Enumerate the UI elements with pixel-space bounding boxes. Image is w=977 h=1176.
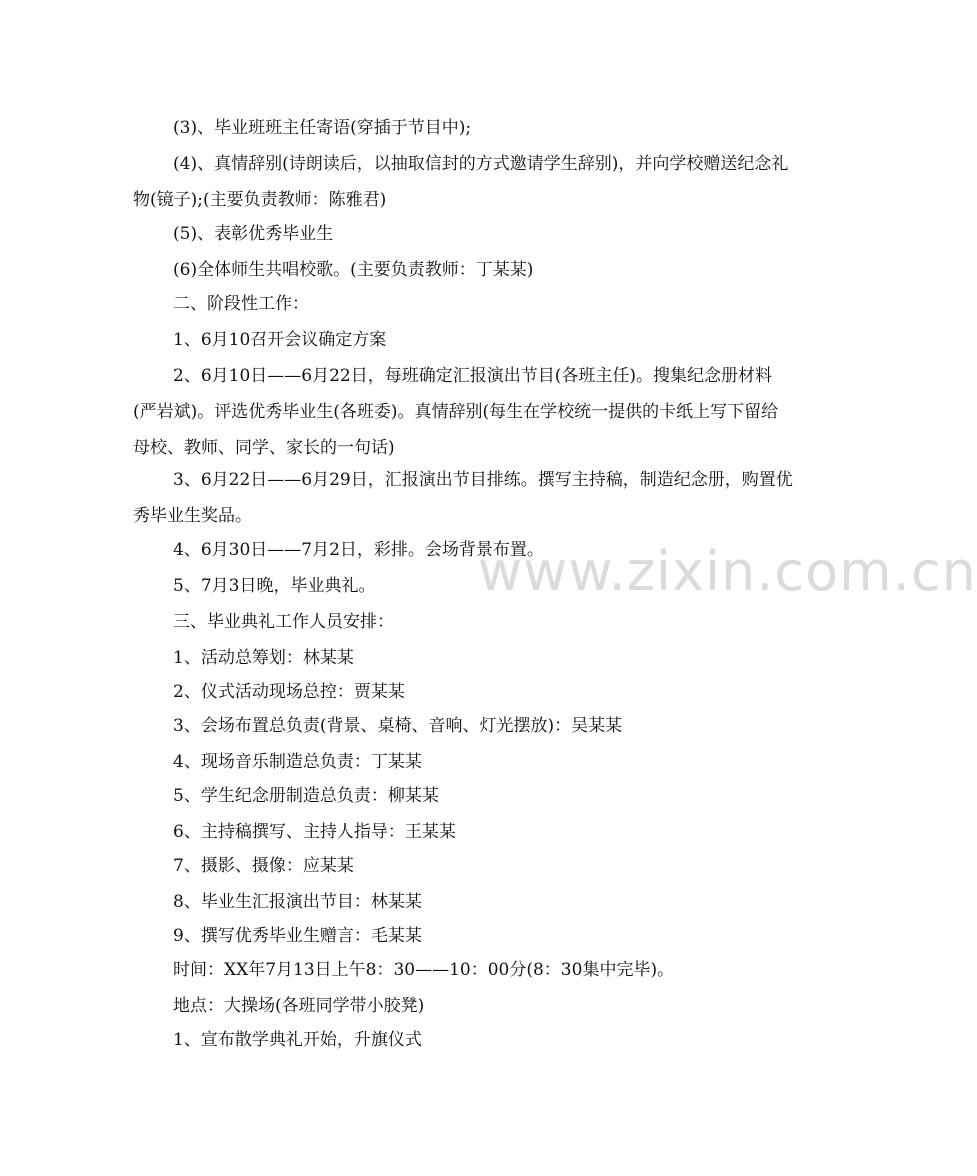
watermark: www.zixin.com.cn — [478, 540, 977, 603]
paragraph: 5、7月3日晚，毕业典礼。 — [173, 576, 376, 596]
paragraph: (4)、真情辞别(诗朗读后，以抽取信封的方式邀请学生辞别)，并向学校赠送纪念礼物(镜子);(主要负责教师：陈雅君) — [133, 154, 789, 210]
paragraph: 2、6月10日——6月22日，每班确定汇报演出节目(各班主任)。搜集纪念册材料(严岩斌)。评选优秀毕业生(各班委)。真情辞别(每生在学校统一提供的卡纸上写下留给母校、教师、同学、家长的一句话) — [133, 366, 779, 458]
paragraph: 地点：大操场(各班同学带小胶凳) — [173, 996, 425, 1016]
paragraph: 2、仪式活动现场总控：贾某某 — [173, 682, 405, 702]
paragraph: 时间：XX年7月13日上午8：30——10：00分(8：30集中完毕)。 — [173, 960, 675, 980]
paragraph: 8、毕业生汇报演出节目：林某某 — [173, 892, 422, 912]
paragraph: 7、摄影、摄像：应某某 — [173, 856, 354, 876]
paragraph: 6、主持稿撰写、主持人指导：王某某 — [173, 822, 456, 842]
paragraph: 1、6月10召开会议确定方案 — [173, 330, 387, 350]
paragraph: 1、宣布散学典礼开始，升旗仪式 — [173, 1030, 422, 1050]
paragraph: (5)、表彰优秀毕业生 — [173, 224, 334, 244]
paragraph: 4、6月30日——7月2日，彩排。会场背景布置。 — [173, 540, 544, 560]
section-heading: 三、毕业典礼工作人员安排： — [173, 612, 394, 632]
paragraph: 4、现场音乐制造总负责：丁某某 — [173, 752, 422, 772]
paragraph: 1、活动总筹划：林某某 — [173, 648, 354, 668]
paragraph: (3)、毕业班班主任寄语(穿插于节目中); — [173, 118, 472, 138]
paragraph: 3、6月22日——6月29日，汇报演出节目排练。撰写主持稿，制造纪念册，购置优秀毕业生奖品。 — [133, 470, 793, 526]
paragraph: (6)全体师生共唱校歌。(主要负责教师：丁某某) — [173, 260, 534, 280]
section-heading: 二、阶段性工作： — [173, 294, 309, 314]
paragraph: 3、会场布置总负责(背景、桌椅、音响、灯光摆放)：吴某某 — [173, 716, 623, 736]
paragraph: 9、撰写优秀毕业生赠言：毛某某 — [173, 926, 422, 946]
paragraph: 5、学生纪念册制造总负责：柳某某 — [173, 786, 439, 806]
